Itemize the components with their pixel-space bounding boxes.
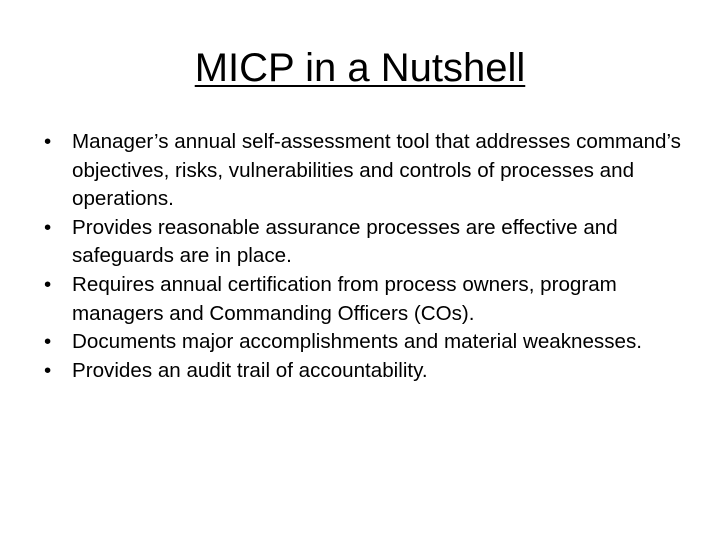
bullet-list [42,128,682,385]
bullet-text: Requires annual certification from process owners, program managers and Commanding Officers (COs). [72,272,617,325]
slide-title: MICP in a Nutshell [194,46,526,90]
bullet-text: Provides an audit trail of accountability. [72,358,428,382]
bullet-dot: • [44,330,52,354]
bullet-dot: • [44,358,52,382]
bullet-item [42,357,682,386]
bullet-dot: • [44,272,52,296]
bullet-dot: • [44,130,52,153]
bullet-dot: • [44,215,52,239]
bullet-item [42,128,682,214]
bullet-item [42,214,682,271]
bullet-item [42,271,682,328]
bullet-text: Manager’s annual self-assessment tool that addresses command’s objectives, risks, vulnerabilities and controls of processes and operations. [72,130,681,211]
bullet-text: Provides reasonable assurance processes are effective and safeguards are in place. [72,215,618,268]
bullet-item [42,328,682,357]
bullet-text: Documents major accomplishments and material weaknesses. [72,330,642,354]
